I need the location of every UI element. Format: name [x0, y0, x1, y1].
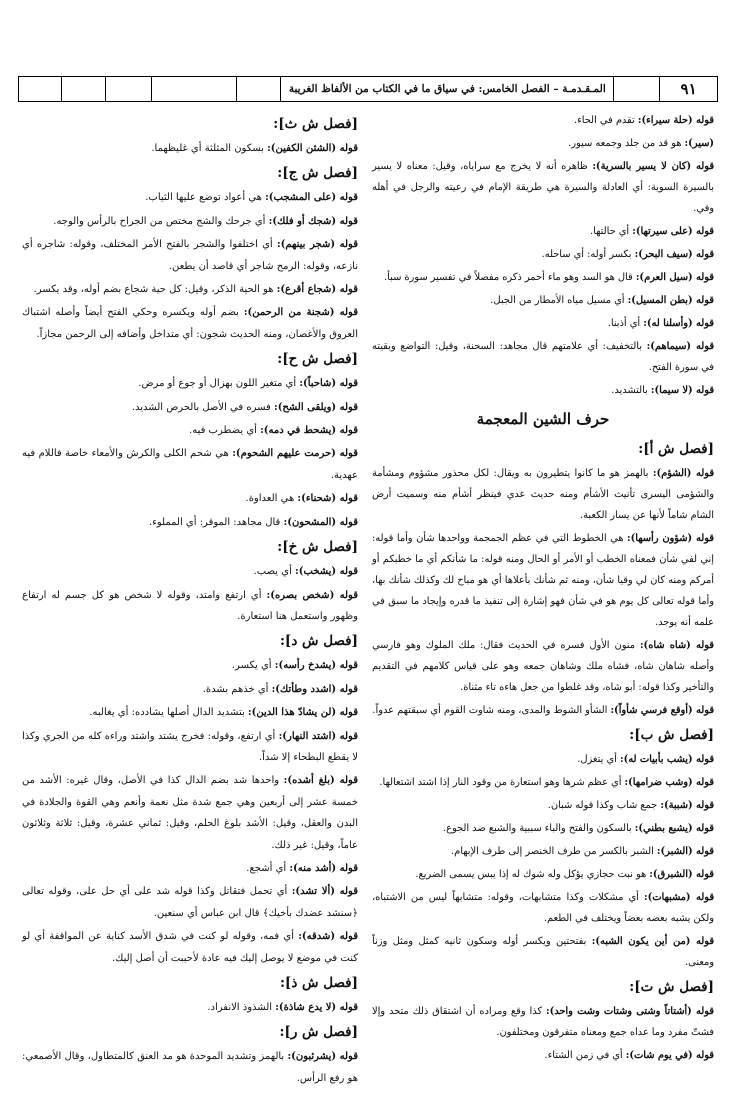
section-heading: [فصل ش د]: — [279, 633, 358, 650]
entry-headword: قوله (اشدد وطأتك): — [271, 683, 358, 695]
entry-headword: قوله (لن يشادّ هذا الدين): — [247, 707, 358, 719]
page-number: ٩١ — [659, 77, 717, 101]
entry-headword: قوله (مشبهات): — [644, 892, 714, 903]
dictionary-entry — [372, 887, 714, 929]
entry-headword: قوله (شجاع أقرع): — [276, 284, 358, 296]
entry-definition: أي يضطرب فيه. — [189, 425, 261, 437]
letter-heading: حرف الشين المعجمة — [476, 410, 610, 428]
dictionary-entry — [372, 313, 714, 334]
entry-definition: أي ارتفع، وقوله: فخرج يشتد واشتد وراءه كله من الجري وكذا لا يقطع البطحاء إلا شداً. — [22, 730, 358, 763]
entry-headword: قوله (الشبر): — [656, 846, 714, 857]
dictionary-entry — [22, 420, 358, 441]
entry-definition: جمع شاب وكذا قوله شبان. — [547, 800, 661, 811]
entry-definition: أي متغير اللون بهزال أو جوع أو مرض. — [138, 378, 300, 390]
entry-headword: قوله (وأسلنا له): — [643, 318, 714, 329]
entry-definition: أي تحمل فتقاتل وكذا قوله شد على أي حل على، وقوله تعالى ﴿سنشد عضدك بأخيك﴾ قال ابن عباس أي سنعين. — [22, 886, 358, 919]
dictionary-entry — [372, 336, 714, 378]
dictionary-entry — [372, 380, 714, 401]
entry-definition: ظاهره أنه لا يخرج مع سراياه، وقيل: معناه لا يسير بالسيرة السوية: أي العادلة والسيرة هي طريقة الإمام في رعيته والرجل في أهله وفي. — [372, 161, 714, 214]
dictionary-entry — [22, 443, 358, 486]
entry-definition: الشذوذ الانفراد. — [207, 1002, 276, 1013]
entry-definition: أي جرحك والشج مختص من الجراح بالرأس والوجه. — [53, 215, 269, 227]
entry-definition: هو قد من جلد وجمعه سيور. — [568, 138, 685, 149]
section-heading: [فصل ش ت]: — [629, 979, 714, 995]
dictionary-entry — [372, 528, 714, 633]
entry-headword: قوله (أوقع فرسي شأواً): — [610, 705, 714, 716]
entry-headword: قوله (الشؤم): — [652, 468, 715, 479]
entry-headword: قوله (يشحط في دمه): — [260, 425, 358, 437]
dictionary-entry — [372, 772, 714, 793]
dictionary-entry — [372, 818, 714, 839]
entry-headword: قوله (شببة): — [660, 800, 714, 811]
dictionary-entry — [22, 1046, 358, 1089]
entry-headword: قوله (حلة سيراء): — [637, 115, 714, 126]
left-column — [22, 110, 358, 1091]
entry-definition: هي الخطوط التي في عظم الجمجمة وواحدها شأن وأما قوله: إني لفي شأن فمعناه الخطب أو الأمر أو الحال ومنه قوله: ما شأنكم أي ما خطبكم أو أمركم ومنه كان لي وقيا شأن، ومنه ثم شأنك بأعلاها أي هو مباح لك وكذلك شأنك بها، وأما قوله تعالى كل يوم هو في شأن فهو إشارة إلى تنفيذ ما قدره وإيجاد ما سبق في علمه أنه يوجد. — [372, 533, 714, 628]
header-cell-empty — [613, 77, 659, 101]
dictionary-entry — [372, 795, 714, 816]
entry-headword: قوله (سيماهم): — [646, 341, 715, 352]
entry-definition: بتشديد الدال أصلها يشادده: أي يغالبه. — [89, 707, 248, 719]
entry-headword: قوله (سيف البحر): — [634, 249, 714, 260]
dictionary-entry — [22, 187, 358, 208]
entry-headword: قوله (الشثن الكفين): — [267, 143, 358, 154]
dictionary-entry — [22, 881, 358, 924]
dictionary-entry — [22, 679, 358, 700]
entry-definition: هي شحم الكلى والكرش والأمعاء خاصة فاللام فيه عهدية. — [22, 448, 358, 481]
entry-headword: قوله (حرمت عليهم الشحوم): — [232, 448, 358, 460]
dictionary-entry — [22, 926, 358, 969]
dictionary-entry — [372, 635, 714, 698]
entry-definition: بالهمز وتشديد الموحدة هو مد العنق كالمتطاول، وقال الأصمعي: هو رفع الرأس. — [22, 1051, 358, 1084]
entry-definition: بالهمز هو ما كانوا يتطيرون به ويقال: لكل محذور مشؤوم ومشأمة والشؤمى اليسرى تأنيث الأشأم ومنه حديث عدي فينظر أشأم منه وسميت أرض الشام شاماً لأنها عن يسار الكعبة. — [372, 468, 714, 521]
entry-definition: أي في زمن الشتاء. — [544, 1050, 626, 1061]
dictionary-entry — [22, 373, 358, 394]
dictionary-entry — [372, 221, 714, 242]
entry-headword: قوله (على سيرتها): — [632, 226, 714, 237]
entry-headword: قوله (أشد منه): — [289, 862, 358, 874]
dictionary-entry — [372, 156, 714, 219]
dictionary-entry — [22, 512, 358, 533]
dictionary-entry — [22, 397, 358, 418]
entry-definition: بالتشديد. — [611, 385, 651, 396]
entry-definition: فسره في الأصل بالحرص الشديد. — [131, 401, 274, 413]
dictionary-entry — [372, 110, 714, 131]
entry-headword: قوله (كان لا يسير بالسرية): — [592, 161, 715, 172]
section-heading: [فصل ش ب]: — [629, 727, 714, 743]
section-heading: [فصل ش ر]: — [279, 1024, 358, 1041]
entry-headword: قوله (يشب بأبيات له): — [619, 754, 714, 765]
entry-definition: بسكون المثلثة أي غليظهما. — [151, 143, 268, 154]
entry-definition: هي أعواد توضع عليها الثياب. — [145, 192, 266, 204]
section-heading: [فصل ش ح]: — [277, 351, 358, 368]
entry-headword: قوله (الشبرق): — [649, 869, 714, 880]
section-heading: [فصل ش ث]: — [273, 116, 358, 132]
entry-definition: أي مسيل مياه الأمطار من الجبل. — [490, 295, 628, 306]
entry-definition: أي يتغزل. — [577, 754, 620, 765]
dictionary-entry — [22, 726, 358, 769]
entry-headword: قوله (شخص بصره): — [266, 589, 358, 601]
entry-definition: واحدها شد بضم الدال كذا في الأصل، وقال غيره: الأشد من خمسة عشر إلى أربعين وهي جمع شدة مثل نعمة وأنعم وهي القوة والجلادة في البدن والعقل، وقيل: الأشد بلوغ الحلم، وقيل: ثماني عشرة، وقيل: ثلاثة وثلاثون عاماً، وقيل: غير ذلك. — [22, 775, 358, 851]
header-cell-empty — [151, 77, 237, 101]
dictionary-entry — [22, 138, 358, 159]
entry-headword: قوله (سيل العرم): — [635, 272, 714, 283]
dictionary-entry — [372, 700, 714, 721]
dictionary-entry — [372, 290, 714, 311]
entry-headword: قوله (شاحباً): — [299, 378, 358, 390]
header-cell-empty — [105, 77, 151, 101]
entry-headword: قوله (في يوم شات): — [625, 1050, 714, 1061]
dictionary-entry — [372, 749, 714, 770]
entry-headword: قوله (شدقه): — [298, 931, 358, 943]
entry-headword: قوله (يشخب): — [295, 566, 358, 578]
dictionary-entry — [22, 211, 358, 232]
dictionary-entry — [22, 655, 358, 676]
entry-definition: أي ارتفع وامتد، وقوله لا شخص هو كل جسم له ارتفاع وظهور واستعمل هنا استعارة. — [22, 589, 358, 622]
dictionary-entry — [372, 244, 714, 265]
header-cell-empty — [236, 77, 280, 101]
dictionary-entry — [22, 702, 358, 723]
entry-headword: قوله (بطن المسيل): — [627, 295, 714, 306]
entry-headword: قوله (ألا تشد): — [291, 886, 359, 898]
running-title: المـقـدمـة – الفصل الخامس: في سياق ما في الكتاب من الألفاظ الغريبة — [280, 77, 613, 101]
entry-headword: (سير): — [684, 138, 714, 149]
entry-headword: قوله (أشتاتاً وشتى وشتات وشت واحد): — [545, 1006, 714, 1017]
entry-definition: هي العداوة. — [245, 493, 298, 505]
entry-definition: قال هو السد وهو ماء أحمر ذكره مفصلاً في تفسير سورة سبأ. — [384, 272, 636, 283]
header-cell-empty — [19, 77, 61, 101]
entry-definition: كذا وقع ومراده أن اشتقاق ذلك متحد وإلا فشتّ مفرد وما عداه جمع ومعناه متفرقون ومختلفون. — [372, 1006, 714, 1038]
entry-definition: أي مشكلات وكذا متشابهات، وقوله: متشابهاً ليس من الاشتباه، ولكن يشبه بعضه بعضاً ويختلف في الطعم. — [372, 892, 714, 924]
dictionary-entry — [22, 997, 358, 1018]
entry-definition: أي أشجع. — [246, 862, 290, 874]
dictionary-entry — [372, 1001, 714, 1043]
entry-headword: قوله (شجر بينهم): — [276, 239, 359, 251]
dictionary-entry — [372, 841, 714, 862]
header-cell-empty — [61, 77, 105, 101]
dictionary-entry — [372, 267, 714, 288]
entry-headword: قوله (يشرئبون): — [287, 1051, 358, 1063]
dictionary-entry — [22, 585, 358, 628]
entry-definition: هو الحية الذكر، وقيل: كل حية شجاع بضم أوله، وقد يكسر. — [33, 284, 277, 296]
dictionary-entry — [22, 488, 358, 509]
section-heading: [فصل ش خ]: — [277, 539, 358, 556]
entry-definition: أي أذبنا. — [607, 318, 644, 329]
running-header — [18, 76, 718, 102]
entry-definition: بالتخفيف: أي علامتهم قال مجاهد: السحنة، وقيل: التواضع وبقيته في سورة الفتح. — [372, 341, 714, 373]
entry-headword: قوله (على المشجب): — [265, 192, 358, 204]
dictionary-entry — [22, 561, 358, 582]
entry-definition: بضم أوله ويكسره وحكي الفتح أيضاً وأصله اشتباك العروق والأغصان، ومنه الحديث شجون: أي متداخل وأضافه إلى الرحمن مجازاً. — [22, 307, 358, 340]
entry-definition: أي فمه، وقوله لو كنت في شدق الأسد كناية عن المواقفة أي لو كنت في موضع لا يوصل إليك فيه عادة لأحببت أن أصل إليك. — [22, 931, 358, 964]
right-column — [372, 110, 714, 1068]
entry-definition: منون الأول فسره في الحديث فقال: ملك الملوك وهو فارسي وأصله شاهان شاه، فشاه ملك وشاهان جمعه وهو على قياس كلامهم في التقديم والتأخير وكذا قوله: أبو شاه، وقد غلطوا من جعل هاءه تاء مثناة. — [372, 640, 714, 693]
section-heading: [فصل ش أ]: — [638, 441, 714, 457]
entry-definition: أي اختلفوا والشجر بالفتح الأمر المختلف، وقوله: شاجره أي نازعه، وقوله: الرمح شاجر أي قاصد أن يطعن. — [22, 239, 358, 272]
dictionary-entry — [372, 1045, 714, 1066]
dictionary-entry — [372, 133, 714, 154]
entry-headword: قوله (يشبع بطني): — [634, 823, 714, 834]
dictionary-entry — [22, 302, 358, 345]
dictionary-entry — [22, 858, 358, 879]
entry-definition: بكسر أوله: أي ساحله. — [541, 249, 635, 260]
dictionary-entry — [22, 770, 358, 856]
entry-definition: قال مجاهد: الموقر: أي المملوء. — [148, 516, 284, 528]
entry-headword: قوله (لا يدع شاذة): — [275, 1002, 358, 1013]
entry-definition: هو نبت حجازي يؤكل وله شوك له إذا يبس يسمى الضريع. — [415, 869, 650, 880]
entry-headword: قوله (شؤون رأسها): — [627, 533, 714, 544]
entry-headword: قوله (بلغ أشده): — [283, 775, 358, 787]
dictionary-entry — [22, 279, 358, 300]
entry-definition: تقدم في الحاء. — [574, 115, 638, 126]
dictionary-entry — [372, 864, 714, 885]
entry-headword: قوله (ويلقى الشح): — [274, 401, 358, 413]
entry-headword: قوله (يشدخ رأسه): — [274, 660, 358, 672]
entry-headword: قوله (وشب ضرامها): — [624, 777, 714, 788]
entry-definition: بالسكون والفتح والباء سببية والشبع ضد الجوع. — [443, 823, 635, 834]
dictionary-entry — [372, 463, 714, 526]
section-heading: [فصل ش ج]: — [277, 165, 358, 182]
entry-headword: قوله (شجك أو فلك): — [268, 215, 358, 227]
entry-headword: قوله (اشتد النهار): — [278, 730, 359, 742]
entry-definition: الشأو الشوط والمدى، ومنه شاوت القوم أي سبقتهم عدواً. — [372, 705, 611, 716]
entry-definition: الشبر بالكسر من طرف الخنصر إلى طرف الإبهام. — [451, 846, 657, 857]
entry-definition: أي خذهم بشدة. — [202, 683, 272, 695]
entry-definition: أي يكسر. — [231, 660, 275, 672]
entry-definition: أي حالتها. — [590, 226, 633, 237]
entry-headword: قوله (شحناء): — [297, 493, 358, 505]
entry-headword: قوله (شاه شاه): — [639, 640, 714, 651]
entry-definition: بفتحتين ويكسر أوله وسكون ثانيه كمثل ومثل وزناً ومعنى. — [372, 936, 714, 968]
entry-headword: قوله (شجنة من الرحمن): — [243, 307, 358, 319]
entry-headword: قوله (لا سيما): — [650, 385, 714, 396]
entry-headword: قوله (المشحون): — [283, 516, 358, 528]
entry-definition: أي يصب. — [253, 566, 296, 578]
section-heading: [فصل ش ذ]: — [279, 975, 358, 991]
entry-definition: أي عظم شرها وهو استعارة من وقود النار إذا اشتد اشتعالها. — [379, 777, 625, 788]
dictionary-entry — [22, 234, 358, 277]
entry-headword: قوله (من أين يكون الشبه): — [591, 936, 715, 947]
dictionary-entry — [372, 931, 714, 973]
